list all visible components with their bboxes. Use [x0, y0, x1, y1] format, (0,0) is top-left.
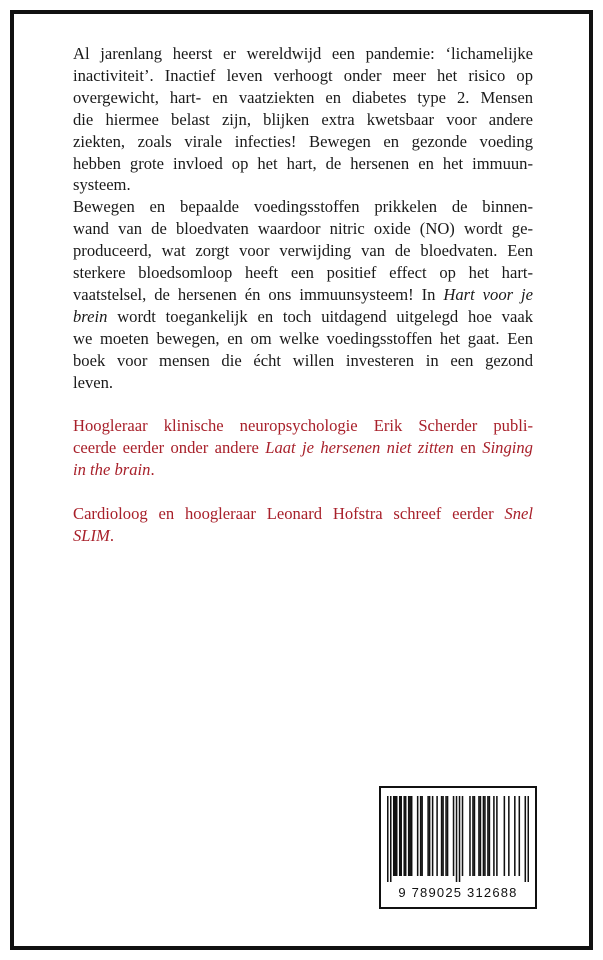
barcode-bar: [403, 796, 405, 876]
barcode-bar: [436, 796, 438, 876]
barcode-bar: [514, 796, 516, 876]
text-line: produceerd, wat zorgt voor verwijding van de bloedvaten. Een: [73, 241, 533, 261]
text-line: Bewegen en bepaalde voedingsstoffen prikkelen de binnen-: [73, 197, 533, 217]
barcode-bar: [519, 796, 521, 876]
barcode-bar: [525, 796, 527, 882]
barcode-bar: [462, 796, 464, 876]
barcode-bar: [459, 796, 461, 882]
back-cover-text: [73, 43, 533, 547]
text-line: [73, 437, 533, 459]
book-title: Singing: [482, 438, 533, 458]
barcode: [387, 796, 529, 882]
barcode-bar: [408, 796, 410, 876]
barcode-bar: [405, 796, 407, 876]
barcode-bar: [393, 796, 395, 876]
barcode-bar: [447, 796, 449, 876]
barcode-bar: [508, 796, 510, 876]
text-line: overgewicht, hart- en vaatziekten en diabetes type 2. Mensen: [73, 87, 533, 107]
barcode-bar: [489, 796, 491, 876]
text-line: boek voor mensen die écht willen investeren in een gezond: [73, 350, 533, 370]
text-line: wand van de bloedvaten waardoor nitric oxide (NO) wordt ge-: [73, 219, 533, 239]
text-line: [73, 503, 533, 525]
author-bio-hofstra: [73, 503, 533, 547]
barcode-bar: [411, 796, 413, 876]
barcode-bar: [528, 796, 529, 882]
barcode-bar: [387, 796, 389, 882]
book-title-hart-voor-je-brein-cont: brein: [73, 306, 108, 326]
author-bio-scherder: [73, 415, 533, 481]
book-title: Snel: [504, 504, 533, 523]
barcode-bar: [432, 796, 434, 876]
text-line: hebben grote invloed op het hart, de hersenen en het immuun-: [73, 153, 533, 173]
text-run: .: [109, 525, 115, 545]
barcode-bar: [478, 796, 480, 876]
text-run: vaatstelsel, de hersenen én ons immuunsysteem! In: [73, 284, 444, 304]
text-run: .: [150, 460, 155, 480]
text-line: [73, 525, 533, 547]
barcode-bar: [394, 796, 396, 876]
barcode-bar: [504, 796, 506, 876]
barcode-bar: [474, 796, 476, 876]
text-line: die hiermee belast zijn, blijken extra kwetsbaar voor andere: [73, 109, 533, 129]
barcode-bar: [472, 796, 474, 876]
text-line: Hoogleraar klinische neuropsychologie Erik Scherder publi-: [73, 416, 533, 436]
barcode-bar: [496, 796, 498, 876]
text-line: Al jarenlang heerst er wereldwijd een pandemie: ‘lichamelijke: [73, 44, 533, 63]
blurb-paragraph-1: [73, 43, 533, 196]
text-line: systeem.: [73, 175, 131, 195]
barcode-bar: [456, 796, 458, 882]
barcode-bar: [429, 796, 431, 876]
book-title: Laat je hersenen niet zitten: [265, 438, 454, 458]
text-line: [73, 459, 533, 481]
barcode-bar: [390, 796, 392, 882]
text-line: inactiviteit’. Inactief leven verhoogt onder meer het risico op: [73, 65, 533, 85]
barcode-bar: [409, 796, 411, 876]
barcode-bar: [427, 796, 429, 876]
text-line: [73, 284, 533, 306]
barcode-bar: [469, 796, 471, 876]
barcode-bar: [493, 796, 495, 876]
barcode-bar: [400, 796, 402, 876]
barcode-bar: [441, 796, 443, 876]
barcode-bar: [396, 796, 398, 876]
barcode-bar: [487, 796, 489, 876]
barcode-bar: [421, 796, 423, 876]
barcode-bar: [417, 796, 419, 876]
text-line: we moeten bewegen, en om welke voedingsstoffen het gaat. Een: [73, 328, 533, 348]
text-line: [73, 306, 533, 328]
text-run: ceerde eerder onder andere: [73, 438, 266, 458]
text-line: ziekten, zoals virale infecties! Bewegen en gezonde voeding: [73, 131, 533, 151]
barcode-bar: [484, 796, 486, 876]
barcode-bar: [445, 796, 447, 876]
book-title-hart-voor-je-brein: Hart voor je: [443, 284, 533, 304]
barcode-bar: [399, 796, 401, 876]
text-run: en: [453, 438, 483, 458]
barcode-bar: [442, 796, 444, 876]
book-title: in the brain: [73, 460, 151, 480]
barcode-box: [379, 786, 537, 909]
book-title: SLIM: [73, 525, 110, 545]
barcode-bar: [480, 796, 482, 876]
barcode-bar: [420, 796, 422, 876]
isbn-number: 9 789025 312688: [398, 885, 518, 900]
barcode-bar: [483, 796, 485, 876]
text-line: leven.: [73, 372, 114, 392]
barcode-bar: [453, 796, 455, 876]
blurb-paragraph-2: [73, 196, 533, 393]
text-run: Cardioloog en hoogleraar Leonard Hofstra schreef eerder: [73, 504, 505, 523]
text-line: sterkere bloedsomloop heeft een positief effect op het hart-: [73, 263, 533, 283]
text-run: wordt toegankelijk en toch uitdagend uitgelegd hoe vaak: [107, 306, 533, 326]
